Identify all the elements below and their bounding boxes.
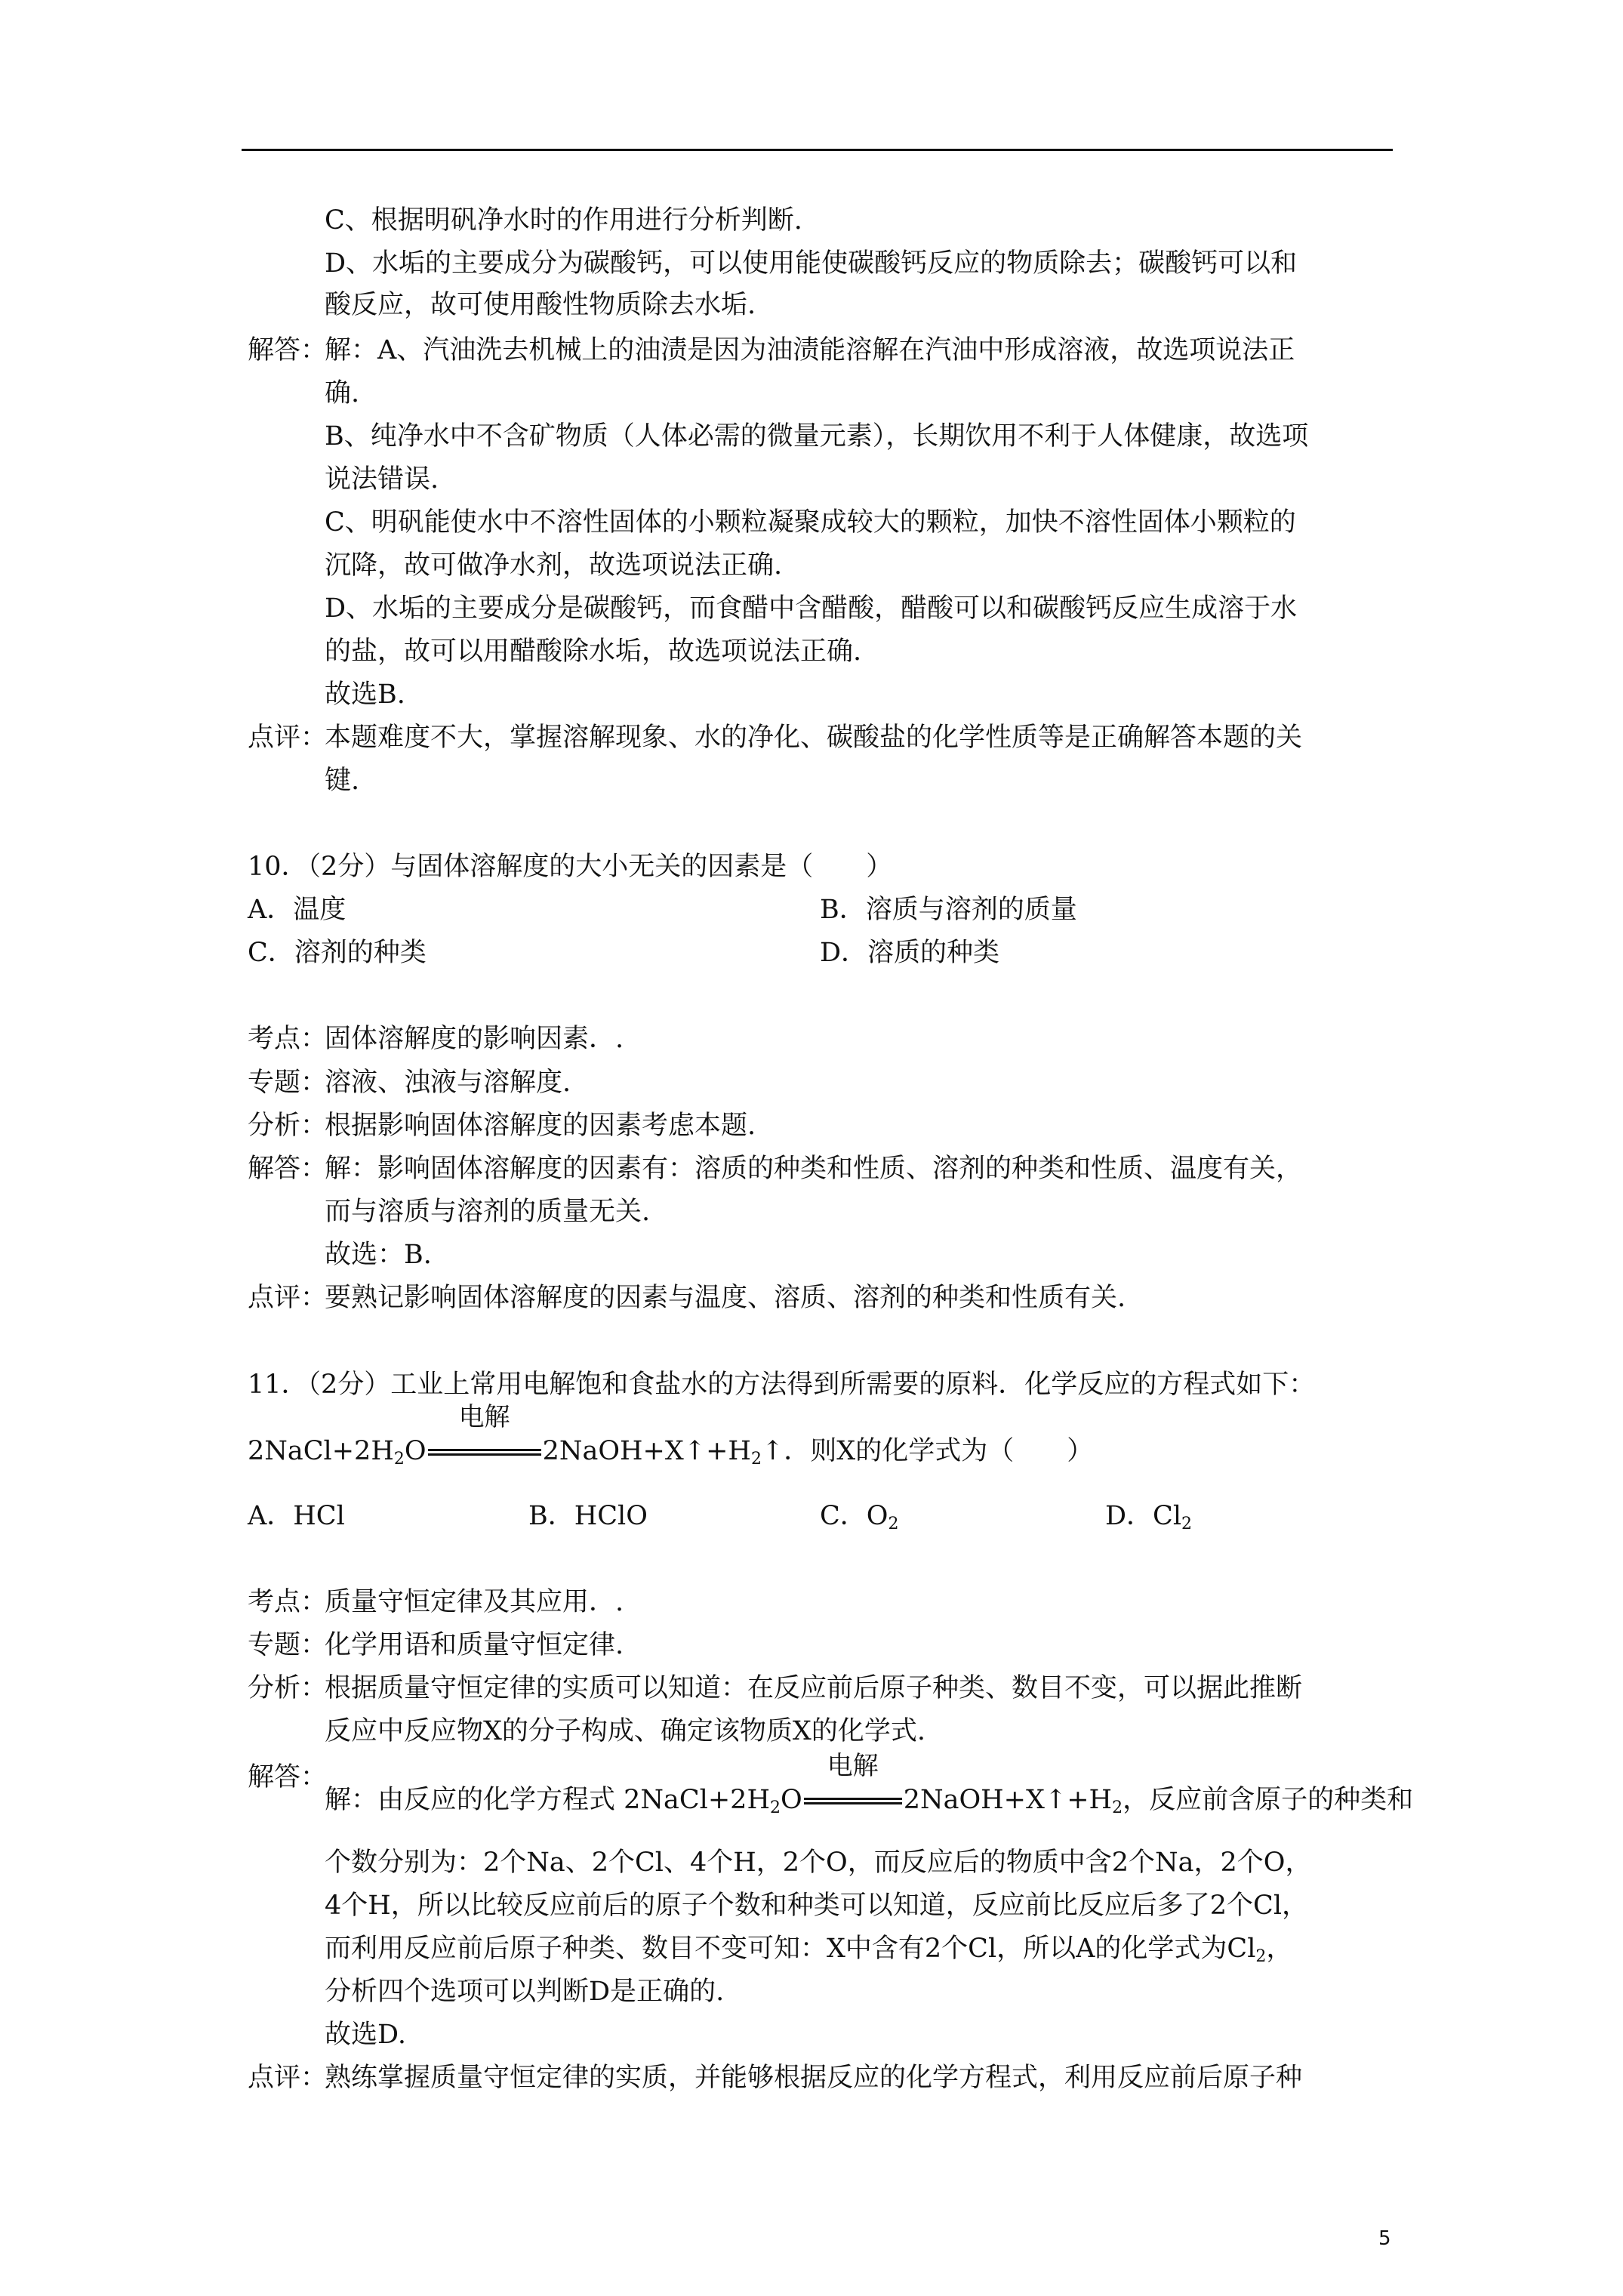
answer-c-1: C、明矾能使水中不溶性固体的小颗粒凝聚成较大的颗粒，加快不溶性固体小颗粒的 (325, 507, 1296, 538)
q10-choice: 故选：B. (325, 1240, 432, 1270)
q10-kaodian-label: 考点： (248, 1024, 328, 1054)
q11-zhuanti-label: 专题： (248, 1630, 328, 1660)
comment-2: 键. (325, 766, 360, 796)
q10-fenxi: 根据影响固体溶解度的因素考虑本题. (325, 1111, 756, 1141)
answer-a-1: 解：A、汽油洗去机械上的油渍是因为油渍能溶解在汽油中形成溶液，故选项说法正 (325, 335, 1295, 365)
q10-zhuanti: 溶液、浊液与溶解度. (325, 1068, 571, 1098)
answer-d-1: D、水垢的主要成分是碳酸钙，而食醋中含醋酸，醋酸可以和碳酸钙反应生成溶于水 (325, 593, 1298, 624)
q11-option-c: C．$O_2$ (820, 1501, 899, 1533)
q11-option-a: A．HCl (248, 1501, 345, 1531)
q11-equation: $2NaCl+2H_2O$ 电解 $2NaOH+X↑+H_2↑$．则X的化学式为（ ） (248, 1402, 1094, 1469)
q10-zhuanti-label: 专题： (248, 1068, 328, 1098)
q10-option-b: B．溶质与溶剂的质量 (820, 895, 1077, 925)
q10-option-c: C．溶剂的种类 (248, 938, 427, 968)
q11-answer-5: 分析四个选项可以判断D是正确的. (325, 1977, 725, 2007)
q11-answer-condition: 电解 (827, 1751, 879, 1781)
q11-answer-label: 解答： (248, 1762, 328, 1792)
answer-b-2: 说法错误. (325, 464, 439, 495)
analysis-d-2: 酸反应，故可使用酸性物质除去水垢. (325, 290, 756, 320)
q10-comment: 要熟记影响固体溶解度的因素与温度、溶质、溶剂的种类和性质有关. (325, 1283, 1126, 1313)
q10-comment-label: 点评： (248, 1283, 328, 1313)
q11-option-d: D．$Cl_2$ (1105, 1501, 1193, 1533)
analysis-c: C、根据明矾净水时的作用进行分析判断. (325, 205, 802, 236)
q11-answer-reaction-arrow (802, 1751, 904, 1818)
comment-1: 本题难度不大，掌握溶解现象、水的净化、碳酸盐的化学性质等是正确解答本题的关 (325, 723, 1303, 753)
q11-option-b: B．HClO (528, 1501, 648, 1531)
q10-answer-1: 解：影响固体溶解度的因素有：溶质的种类和性质、溶剂的种类和性质、温度有关， (325, 1154, 1303, 1184)
comment-label: 点评： (248, 723, 328, 753)
header-rule (242, 149, 1393, 151)
q11-comment: 熟练掌握质量守恒定律的实质，并能够根据反应的化学方程式，利用反应前后原子种 (325, 2063, 1303, 2093)
answer-b-1: B、纯净水中不含矿物质（人体必需的微量元素），长期饮用不利于人体健康，故选项 (325, 421, 1309, 451)
q11-stem: 11．（2分）工业上常用电解饱和食盐水的方法得到所需要的原料．化学反应的方程式如下： (248, 1370, 1316, 1400)
q11-kaodian-label: 考点： (248, 1587, 328, 1617)
q11-condition: 电解 (458, 1402, 510, 1432)
q11-answer-4: 而利用反应前后原子种类、数目不变可知：X中含有2个Cl，所以A的化学式为$Cl_2$， (325, 1934, 1293, 1966)
q11-fenxi-label: 分析： (248, 1673, 328, 1703)
q10-option-d: D．溶质的种类 (820, 938, 1000, 968)
analysis-d-1: D、水垢的主要成分为碳酸钙，可以使用能使碳酸钙反应的物质除去；碳酸钙可以和 (325, 248, 1298, 279)
q11-zhuanti: 化学用语和质量守恒定律. (325, 1630, 624, 1660)
q10-answer-label: 解答： (248, 1154, 328, 1184)
q10-stem: 10．（2分）与固体溶解度的大小无关的因素是（ ） (248, 852, 893, 882)
q11-answer-1: 解：由反应的化学方程式 $2NaCl+2H_2O$ 电解 $2NaOH+X↑+H_2$，反应前含原子的种类和 (325, 1751, 1414, 1817)
answer-label: 解答： (248, 335, 328, 365)
q11-choice: 故选D. (325, 2020, 406, 2050)
q10-fenxi-label: 分析： (248, 1111, 328, 1141)
q10-answer-2: 而与溶质与溶剂的质量无关. (325, 1197, 651, 1227)
q11-fenxi-2: 反应中反应物X的分子构成、确定该物质X的化学式. (325, 1716, 925, 1746)
q11-answer-2: 个数分别为：2个Na、2个Cl、4个H，2个O，而反应后的物质中含2个Na，2个O， (325, 1848, 1312, 1878)
q11-fenxi-1: 根据质量守恒定律的实质可以知道：在反应前后原子种类、数目不变，可以据此推断 (325, 1673, 1303, 1703)
q10-option-a: A．温度 (248, 895, 346, 925)
page-number: 5 (1378, 2227, 1391, 2250)
answer-choice: 故选B. (325, 680, 405, 710)
answer-c-2: 沉降，故可做净水剂，故选项说法正确. (325, 550, 783, 581)
q11-answer-3: 4个H，所以比较反应前后的原子个数和种类可以知道，反应前比反应后多了2个Cl， (325, 1891, 1309, 1921)
q11-comment-label: 点评： (248, 2063, 328, 2093)
q10-kaodian: 固体溶解度的影响因素．. (325, 1024, 624, 1054)
answer-a-2: 确. (325, 378, 360, 408)
answer-d-2: 的盐，故可以用醋酸除水垢，故选项说法正确. (325, 636, 862, 667)
q11-kaodian: 质量守恒定律及其应用．. (325, 1587, 624, 1617)
q11-reaction-arrow (427, 1402, 543, 1469)
